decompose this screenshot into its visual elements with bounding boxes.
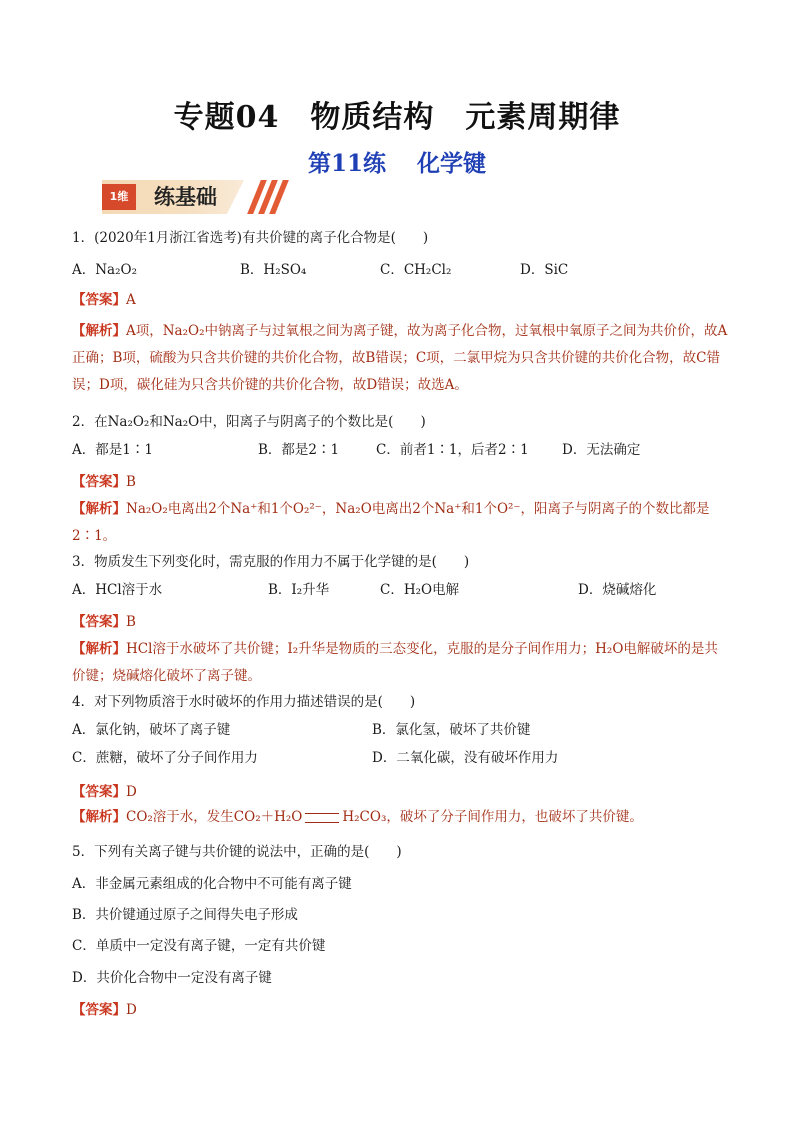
option-c: C．CH₂Cl₂ xyxy=(380,262,452,278)
question-1-stem: 1．(2020年1月浙江省选考)有共价键的离子化合物是( ) xyxy=(72,230,429,246)
explanation-label: 【解析】 xyxy=(72,809,126,825)
answer-label: 【答案】 xyxy=(72,292,126,308)
option-c: C．H₂O电解 xyxy=(380,582,460,598)
banner-tag: 1维 xyxy=(102,184,136,210)
question-1-options xyxy=(72,260,732,280)
page-title: 专题04 物质结构 元素周期律 xyxy=(173,100,621,135)
option-c: C．单质中一定没有离子键，一定有共价键 xyxy=(72,938,326,954)
explanation-label: 【解析】 xyxy=(72,501,126,517)
answer-value: A xyxy=(126,292,136,308)
equilibrium-arrow-icon xyxy=(305,813,339,823)
answer-label: 【答案】 xyxy=(72,474,126,490)
question-2-answer xyxy=(72,472,136,492)
answer-label: 【答案】 xyxy=(72,614,126,630)
option-b: B．氯化氢，破坏了共价键 xyxy=(372,722,531,738)
question-4-answer xyxy=(72,782,137,802)
option-c: C．前者1∶1，后者2∶1 xyxy=(376,442,529,458)
question-4-explanation xyxy=(72,804,728,831)
question-1-answer xyxy=(72,290,136,310)
option-b: B．H₂SO₄ xyxy=(240,262,307,278)
answer-value: D xyxy=(126,784,137,800)
option-d: D．烧碱熔化 xyxy=(578,582,657,598)
explanation-label: 【解析】 xyxy=(72,641,126,657)
option-d: D．共价化合物中一定没有离子键 xyxy=(72,970,272,986)
question-5-answer xyxy=(72,1000,137,1020)
option-d: D．无法确定 xyxy=(562,442,641,458)
option-c: C．蔗糖，破坏了分子间作用力 xyxy=(72,750,258,766)
explanation-text: HCl溶于水破坏了共价键；I₂升华是物质的三态变化，克服的是分子间作用力；H₂O电解破坏的是共价键；烧碱熔化破坏了离子键。 xyxy=(72,641,718,684)
option-a: A．Na₂O₂ xyxy=(72,262,138,278)
answer-label: 【答案】 xyxy=(72,784,126,800)
question-2-options xyxy=(72,440,732,460)
question-4-options-row2 xyxy=(72,748,732,768)
section-banner xyxy=(102,180,282,216)
option-a: A．氯化钠，破坏了离子键 xyxy=(72,722,231,738)
option-a: A．都是1∶1 xyxy=(72,442,153,458)
banner-label: 练基础 xyxy=(154,185,217,209)
answer-value: B xyxy=(126,614,136,630)
option-a: A．非金属元素组成的化合物中不可能有离子键 xyxy=(72,876,352,892)
explanation-text-part2: H₂CO₃，破坏了分子间作用力，也破坏了共价键。 xyxy=(342,809,643,825)
option-a: A．HCl溶于水 xyxy=(72,582,163,598)
page-subtitle: 第11练 化学键 xyxy=(307,150,486,177)
option-d: D．SiC xyxy=(520,262,569,278)
explanation-text-part1: CO₂溶于水，发生CO₂＋H₂O xyxy=(126,809,303,825)
question-3-explanation xyxy=(72,636,728,690)
question-2-explanation xyxy=(72,496,728,550)
explanation-text: A项，Na₂O₂中钠离子与过氧根之间为离子键，故为离子化合物，过氧根中氧原子之间为共价价，故A正确；B项，硫酸为只含共价键的共价化合物，故B错误；C项，二氯甲烷为只含共价键的共价化合物，故C错误；D项，碳化硅为只含共价键的共价化合物，故D错误；故选A。 xyxy=(72,323,728,393)
option-b: B．共价键通过原子之间得失电子形成 xyxy=(72,907,298,923)
explanation-text: Na₂O₂电离出2个Na⁺和1个O₂²⁻，Na₂O电离出2个Na⁺和1个O²⁻，阳离子与阴离子的个数比都是2∶1。 xyxy=(72,501,710,544)
question-1-explanation xyxy=(72,318,728,399)
answer-label: 【答案】 xyxy=(72,1002,126,1018)
answer-value: B xyxy=(126,474,136,490)
question-5-stem: 5．下列有关离子键与共价键的说法中，正确的是( ) xyxy=(72,844,402,860)
question-3-answer xyxy=(72,612,136,632)
option-d: D．二氧化碳，没有破坏作用力 xyxy=(372,750,559,766)
answer-value: D xyxy=(126,1002,137,1018)
question-3-options xyxy=(72,580,732,600)
question-2-stem: 2．在Na₂O₂和Na₂O中，阳离子与阴离子的个数比是( ) xyxy=(72,414,426,430)
option-b: B．都是2∶1 xyxy=(258,442,340,458)
question-4-options-row1 xyxy=(72,720,732,740)
question-4-stem: 4．对下列物质溶于水时破坏的作用力描述错误的是( ) xyxy=(72,694,416,710)
explanation-label: 【解析】 xyxy=(72,323,126,339)
question-3-stem: 3．物质发生下列变化时，需克服的作用力不属于化学键的是( ) xyxy=(72,554,470,570)
option-b: B．I₂升华 xyxy=(268,582,330,598)
